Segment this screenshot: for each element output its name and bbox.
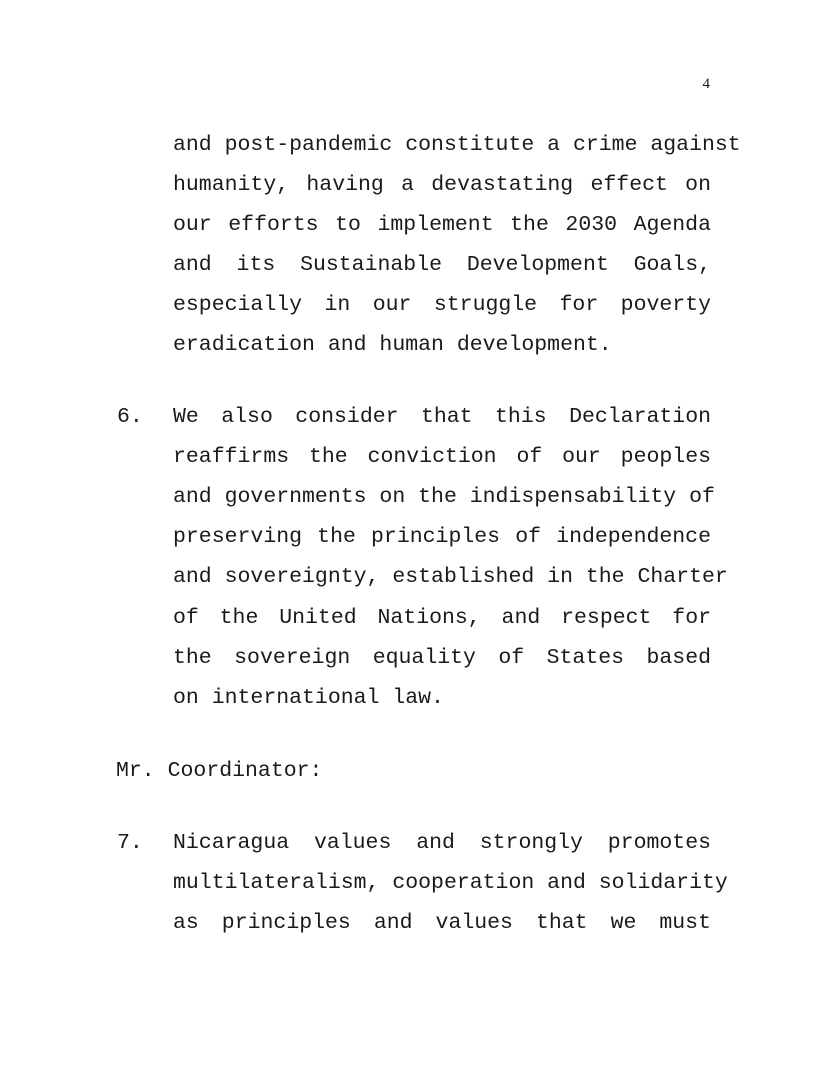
text-line: and post-pandemic constitute a crime against <box>173 133 741 157</box>
text-line: the sovereign equality of States based <box>173 646 711 670</box>
text-line: Nicaragua values and strongly promotes <box>173 831 711 855</box>
text-line: especially in our struggle for poverty <box>173 293 711 317</box>
page-number: 4 <box>702 76 710 92</box>
text-line: reaffirms the conviction of our peoples <box>173 445 711 469</box>
text-line: preserving the principles of independence <box>173 525 711 549</box>
text-line: and governments on the indispensability of <box>173 485 715 509</box>
text-line: on international law. <box>173 686 444 710</box>
text-line: eradication and human development. <box>173 333 612 357</box>
address-heading: Mr. Coordinator: <box>116 759 323 783</box>
paragraph-number: 7. <box>117 831 143 855</box>
text-line: as principles and values that we must <box>173 911 711 935</box>
text-line: humanity, having a devastating effect on <box>173 173 711 197</box>
text-line: multilateralism, cooperation and solidarity <box>173 871 728 895</box>
text-line: We also consider that this Declaration <box>173 405 711 429</box>
text-line: and sovereignty, established in the Charter <box>173 565 728 589</box>
text-line: our efforts to implement the 2030 Agenda <box>173 213 711 237</box>
text-line: and its Sustainable Development Goals, <box>173 253 711 277</box>
paragraph-number: 6. <box>117 405 143 429</box>
text-line: of the United Nations, and respect for <box>173 606 711 630</box>
